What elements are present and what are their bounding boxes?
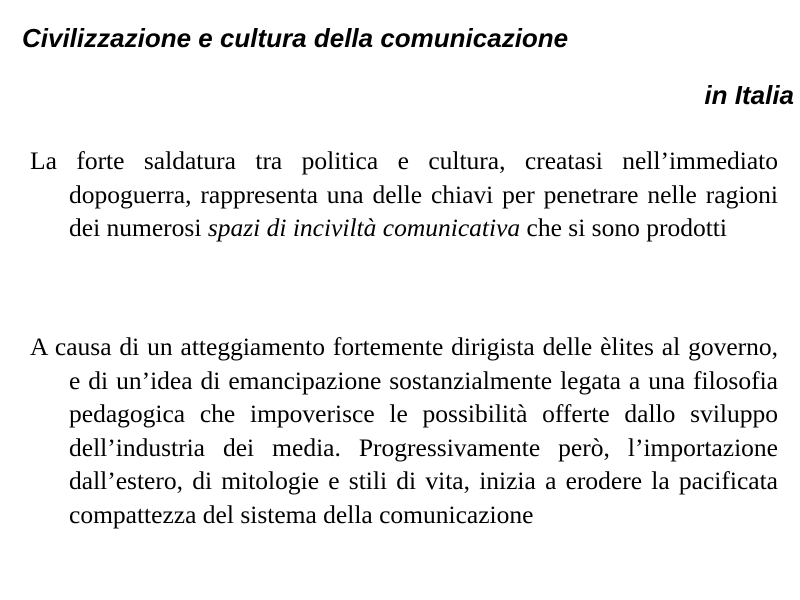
- paragraph-2: A causa di un atteggiamento fortemente dirigista delle èlites al governo, e di un’idea di emancipazione sostanzialmente legata a una filosofia pedagogica che impoverisce le possibilità offerte dallo sviluppo dell’industria dei media. Progressivamente però, l’importazione dall’estero, di mitologie e stili di vita, inizia a erodere la pacificata compattezza del sistema della comunicazione: [30, 332, 778, 529]
- paragraph-1-italic-phrase: spazi di inciviltà comunicativa: [207, 213, 521, 243]
- paragraph-1-text-end: che si sono prodotti: [520, 213, 727, 243]
- slide-title-continuation: in Italia: [704, 80, 794, 110]
- paragraph-1: [30, 144, 778, 245]
- paragraph-1-text: La forte saldatura tra politica e cultura, creatasi nell’immediato dopoguerra, rappresenta una delle chiavi per penetrare nelle ragioni dei numerosi: [30, 146, 778, 243]
- slide-title: Civilizzazione e cultura della comunicazione: [22, 23, 569, 53]
